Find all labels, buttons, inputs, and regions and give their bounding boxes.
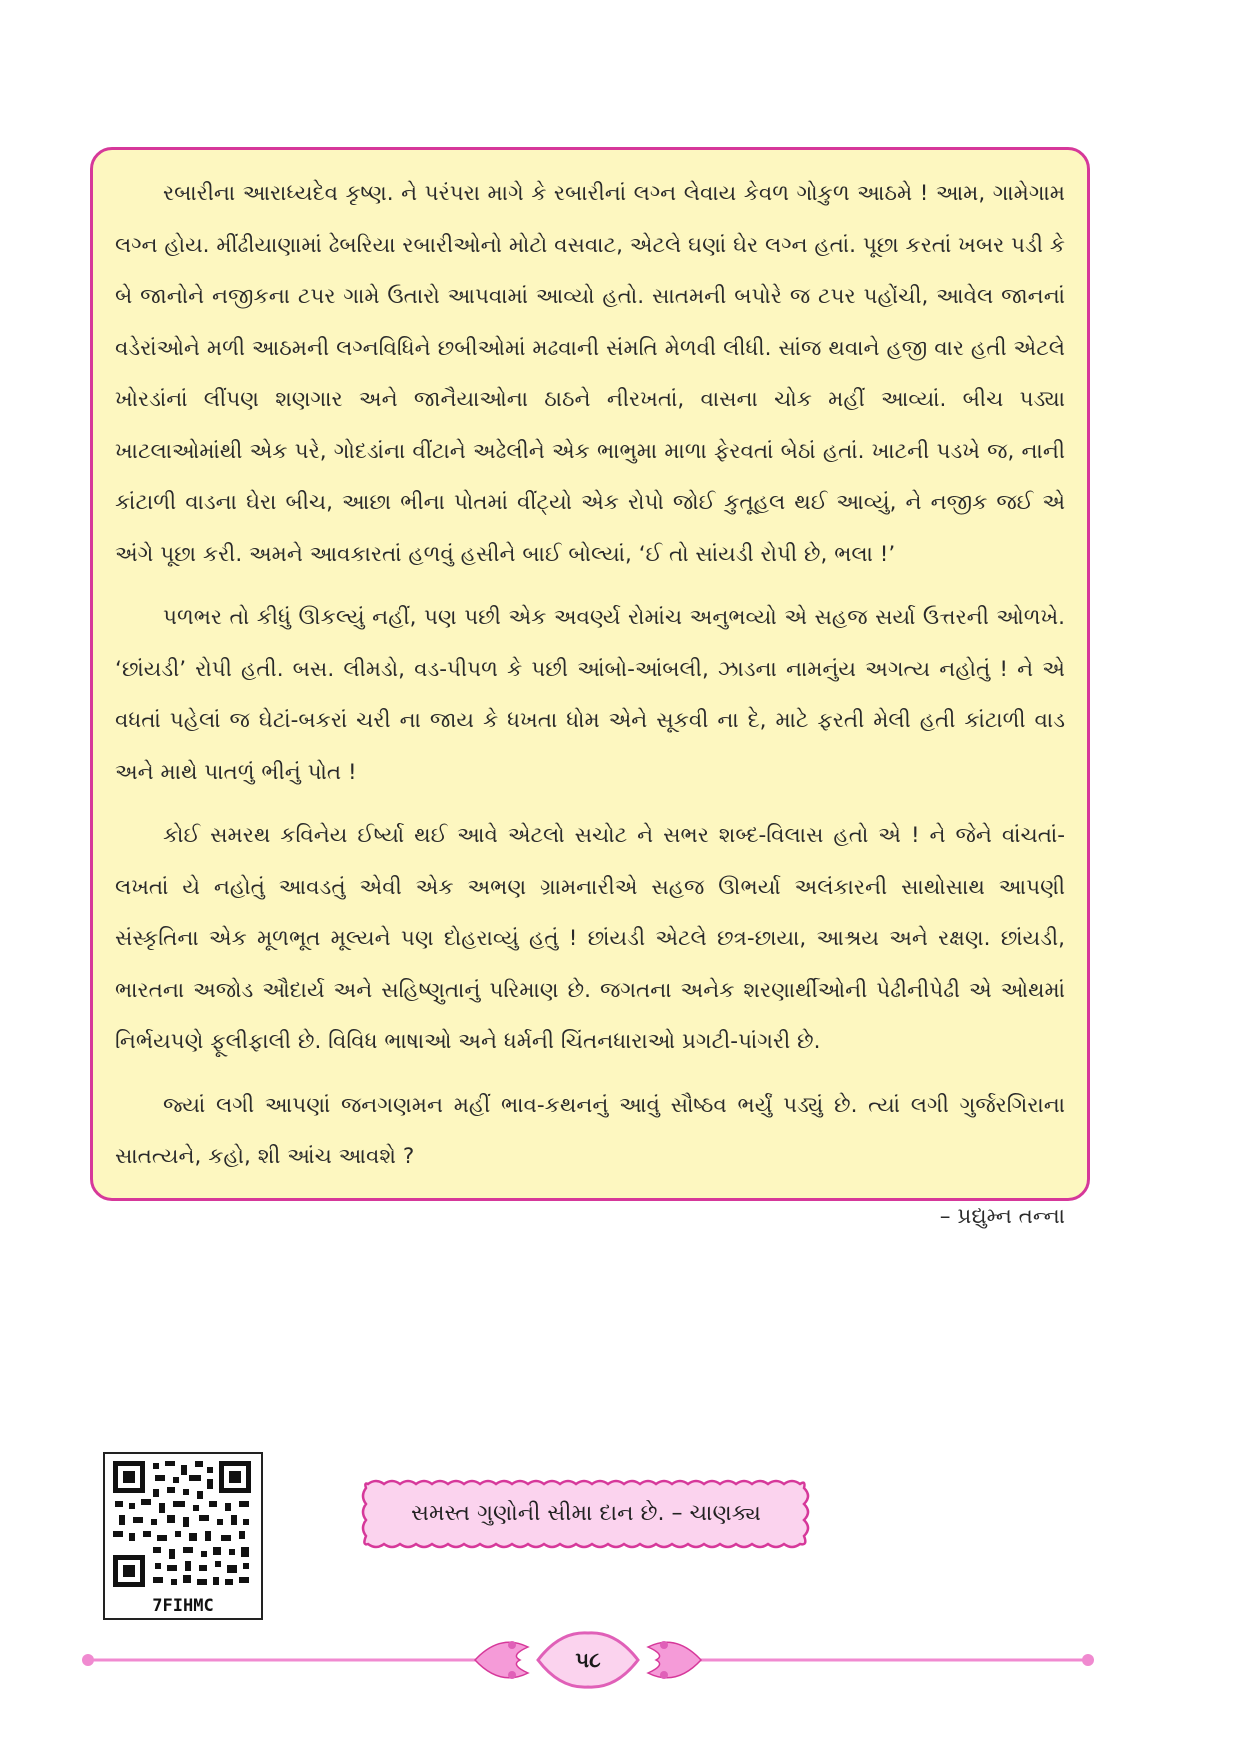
qr-code[interactable] <box>103 1452 263 1620</box>
paragraph-4: જ્યાં લગી આપણાં જનગણમન મહીં ભાવ-કથનનું આવું સૌષ્ઠવ ભર્યું પડ્યું છે. ત્યાં લગી ગુર્જરગિરાના સાતત્યને, કહો, શી આંચ આવશે ? <box>115 1092 1065 1169</box>
qr-code-label: 7FIHMC <box>152 1596 214 1616</box>
page-number: ૫૮ <box>575 1648 601 1672</box>
paragraph-1: રબારીના આરાધ્યદેવ કૃષ્ણ. ને પરંપરા માગે કે રબારીનાં લગ્ન લેવાય કેવળ ગોકુળ આઠમે ! આમ, ગામેગામ લગ્ન હોય. મીંઢીયાણામાં ઢેબરિયા રબારીઓનો મોટો વસવાટ, એટલે ઘણાં ઘેર લગ્ન હતાં. પૂછા કરતાં ખબર પડી કે બે જાનોને નજીકના ટપર ગામે ઉતારો આપવામાં આવ્યો હતો. સાતમની બપોરે જ ટપર પહોંચી, આવેલ જાનનાં વડેરાંઓને મળી આઠમની લગ્નવિધિને છબીઓમાં મઢવાની સંમતિ મેળવી લીધી. સાંજ થવાને હજી વાર હતી એટલે ખોરડાંનાં લીંપણ શણગાર અને જાનૈયાઓના ઠાઠને નીરખતાં, વાસના ચોક મહીં આવ્યાં. બીચ પડ્યા ખાટલાઓમાંથી એક પરે, ગોદડાંના વીંટાને અઢેલીને એક ભાભુમા માળા ફેરવતાં બેઠાં હતાં. ખાટની પડખે જ, નાની કાંટાળી વાડના ઘેરા બીચ, આછા ભીના પોતમાં વીંટ્યો એક રોપો જોઈ કુતૂહલ થઈ આવ્યું, ને નજીક જઈ એ અંગે પૂછા કરી. અમને આવકારતાં હળવું હસીને બાઈ બોલ્યાં, ‘ઈ તો સાંયડી રોપી છે, ભલા !’ <box>115 181 1065 567</box>
passage-box <box>90 147 1090 1229</box>
quote-banner <box>354 1478 818 1550</box>
paragraph-2: પળભર તો કીધું ઊકલ્યું નહીં, પણ પછી એક અવર્ણ્ય રોમાંચ અનુભવ્યો એ સહજ સર્યા ઉત્તરની ઓળખે. ‘છાંયડી’ રોપી હતી. બસ. લીમડો, વડ-પીપળ કે પછી આંબો-આંબલી, ઝાડના નામનુંય અગત્ય નહોતું ! ને એ વધતાં પહેલાં જ ઘેટાં-બકરાં ચરી ના જાય કે ધખતા ધોમ એને સૂકવી ના દે, માટે ફરતી મેલી હતી કાંટાળી વાડ અને માથે પાતળું ભીનું પોત ! <box>115 605 1065 785</box>
quote-text: સમસ્ત ગુણોની સીમા દાન છે. – ચાણક્ય <box>411 1501 761 1526</box>
paragraph-3: કોઈ સમરથ કવિનેય ઈર્ષ્યા થઈ આવે એટલો સચોટ ને સભર શબ્દ-વિલાસ હતો એ ! ને જેને વાંચતાં-લખતાં યે નહોતું આવડતું એવી એક અભણ ગ્રામનારીએ સહજ ઊભર્યા અલંકારની સાથોસાથ આપણી સંસ્કૃતિના એક મૂળભૂત મૂલ્યને પણ દોહરાવ્યું હતું ! છાંયડી એટલે છત્ર-છાયા, આશ્રય અને રક્ષણ. છાંયડી, ભારતના અજોડ ઔદાર્ય અને સહિષ્ણુતાનું પરિમાણ છે. જગતના અનેક શરણાર્થીઓની પેઢીનીપેઢી એ ઓથમાં નિર્ભયપણે ફૂલીફાલી છે. વિવિધ ભાષાઓ અને ધર્મની ચિંતનધારાઓ પ્રગટી-પાંગરી છે. <box>115 823 1065 1054</box>
author-credit: – પ્રદ્યુમ્ન તન્ના <box>939 1203 1065 1229</box>
footer-ornament <box>80 1625 1096 1695</box>
qr-pattern-icon <box>113 1461 253 1589</box>
